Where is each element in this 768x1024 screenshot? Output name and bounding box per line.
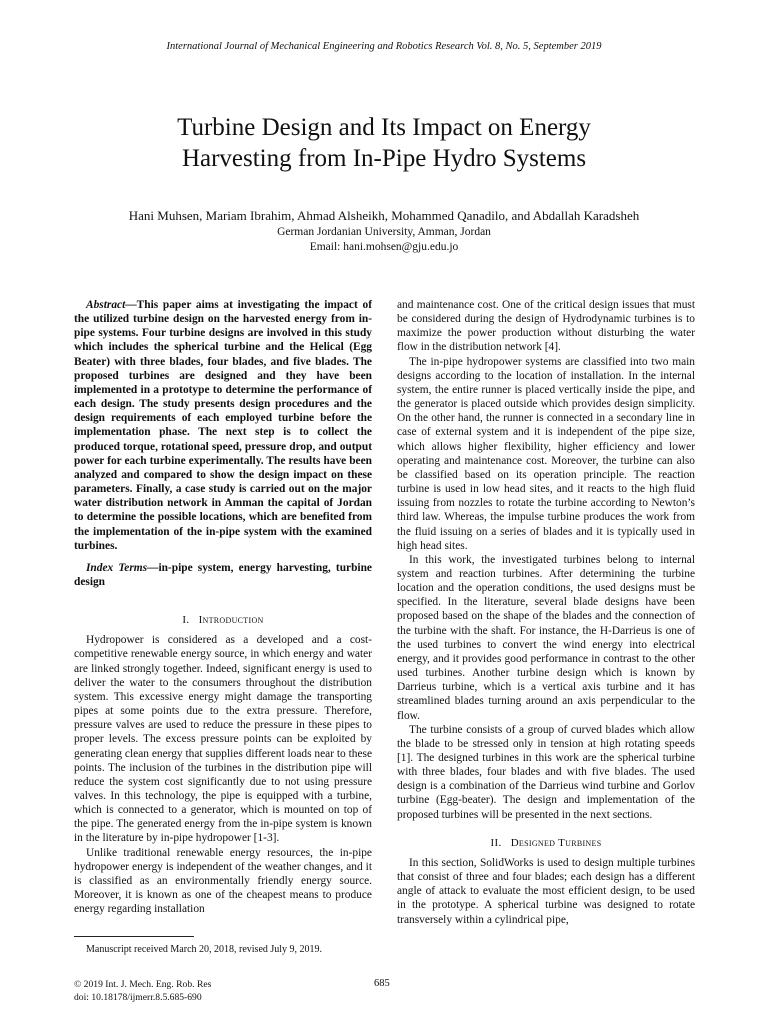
section-number: II. xyxy=(490,836,502,849)
footnote-divider xyxy=(74,936,194,937)
title-line-2: Harvesting from In-Pipe Hydro Systems xyxy=(181,145,587,172)
abstract xyxy=(74,298,372,553)
affiliation: German Jordanian University, Amman, Jordan xyxy=(277,226,491,238)
index-terms-dash: — xyxy=(147,561,159,574)
section-number: I. xyxy=(182,614,190,627)
journal-header: International Journal of Mechanical Engineering and Robotics Research Vol. 8, No. 5, September 2019 xyxy=(166,41,602,52)
paper-title xyxy=(60,112,708,174)
page-number: 685 xyxy=(374,978,390,989)
index-terms-label: Index Terms xyxy=(86,561,148,574)
paragraph: In this section, SolidWorks is used to design multiple turbines that consist of three and four blades; each design has a different angle of attack to evaluate the most efficient design, to be used in the prototype. A spherical turbine was designed to rotate transversely within a cylindrical pipe, xyxy=(397,856,695,926)
title-line-1: Turbine Design and Its Impact on Energy xyxy=(177,114,591,141)
paragraph: and maintenance cost. One of the critical design issues that must be considered during the design of Hydrodynamic turbines is to maximize the power production without disturbing the water flow in the distribution network [4]. xyxy=(397,299,695,354)
abstract-text: This paper aims at investigating the impact of the utilized turbine design on the harvested energy from in-pipe systems. Four turbine designs are involved in this study which includes the spherical turbine and the Helical (Egg Beater) with three blades, four blades, and five blades. The proposed turbines are designed and they have been implemented in a prototype to determine the performance of each design. The study presents design procedures and the design requirements of each employed turbine before the implementation phase. The next step is to collect the produced torque, rotational speed, pressure drop, and output power for each turbine experimentally. The results have been analyzed and compared to show the design impact on these parameters. Finally, a case study is carried out on the major water distribution network in Amman the capital of Jordan to determine the possible locations, which are benefited from the implementation of the in-pipe system with the examined turbines. xyxy=(74,299,372,552)
index-terms-text: in-pipe system, energy harvesting, turbine design xyxy=(74,561,372,588)
paragraph: Hydropower is considered as a developed and a cost-competitive renewable energy source, in which energy and water are linked strongly together. Indeed, significant energy is used to deliver the water to the consumers throughout the distribution system. This excessive energy might damage the transporting pipes at some points due to the extra pressure. Therefore, pressure valves are used to reduce the pressure in these pipes to proper levels. The excess pressure points can be exploited by generating clean energy that supplies different loads near to these points. The inclusion of the turbines in the distribution pipe will reduce the system cost significantly due to not using pressure valves. In this technology, the pipe is equipped with a turbine, which is connected to a generator, which is mounted on top of the pipe. The generated energy from the in-pipe system is known in the literature by in-pipe hydropower [1-3]. xyxy=(74,634,372,845)
right-column xyxy=(397,298,695,927)
doi-line: doi: 10.18178/ijmerr.8.5.685-690 xyxy=(74,992,202,1003)
paragraph: The turbine consists of a group of curved blades which allow the blade to be stressed only in tension at high rotating speeds [1]. The designed turbines in this work are the spherical turbine with three blades, four blades and with five blades. The used design is a combination of the Darrieus wind turbine and Gorlov turbine (Egg-beater). The design and implementation of the proposed turbines will be presented in the next sections. xyxy=(397,723,695,821)
paragraph: Unlike traditional renewable energy resources, the in-pipe hydropower energy is independent of the weather changes, and it is classified as an environmentally friendly energy source. Moreover, it is known as one of the cheapest means to produce energy regarding installation xyxy=(74,846,372,916)
section-heading-introduction xyxy=(74,613,372,627)
abstract-dash: — xyxy=(125,299,137,311)
paragraph: In this work, the investigated turbines belong to internal system and reaction turbines. After determining the turbine location and the operation conditions, the used designs must be specified. In the literature, several blade designs have been proposed based on the shape of the blades and the connection of the turbine with the shaft. For instance, the H-Darrieus is one of the used turbines to convert the wind energy into electrical energy, and it provides good performance in contrast to the other used turbines. Another turbine design which is known by Darrieus turbine, which is a vertical axis turbine and it has streamlined blades turning around an axis perpendicular to the flow. xyxy=(397,553,695,722)
copyright-line: © 2019 Int. J. Mech. Eng. Rob. Res xyxy=(74,979,212,990)
section-heading-designed-turbines xyxy=(397,836,695,850)
section-title: Introduction xyxy=(198,614,264,627)
paragraph: The in-pipe hydropower systems are classified into two main designs according to the location of installation. In the internal system, the entire runner is placed vertically inside the pipe, and the generator is placed outside which provides design simplicity. On the other hand, the runner is connected in a secondary line in case of external system and it is independent of the pipe size, which allows higher flexibility, higher efficiency and lower operating and maintenance cost. Moreover, the turbine can also be classified based on its operation principle. The reaction turbine is used in low head sites, and it reacts to the high fluid issuing from nozzles to rotate the turbine according to Newton’s third law. Whereas, the impulse turbine produces the work from the fluid issuing on a series of blades and it is typically used in high head sites. xyxy=(397,355,695,552)
abstract-label: Abstract xyxy=(86,299,126,311)
footnote: Manuscript received March 20, 2018, revised July 9, 2019. xyxy=(86,944,323,955)
index-terms xyxy=(74,561,372,589)
left-column xyxy=(74,298,372,916)
email: Email: hani.mohsen@gju.edu.jo xyxy=(309,241,459,253)
section-title: Designed Turbines xyxy=(510,836,602,849)
author-list: Hani Muhsen, Mariam Ibrahim, Ahmad Alsheikh, Mohammed Qanadilo, and Abdallah Karadsheh xyxy=(128,208,640,223)
copyright-block xyxy=(74,978,211,1004)
